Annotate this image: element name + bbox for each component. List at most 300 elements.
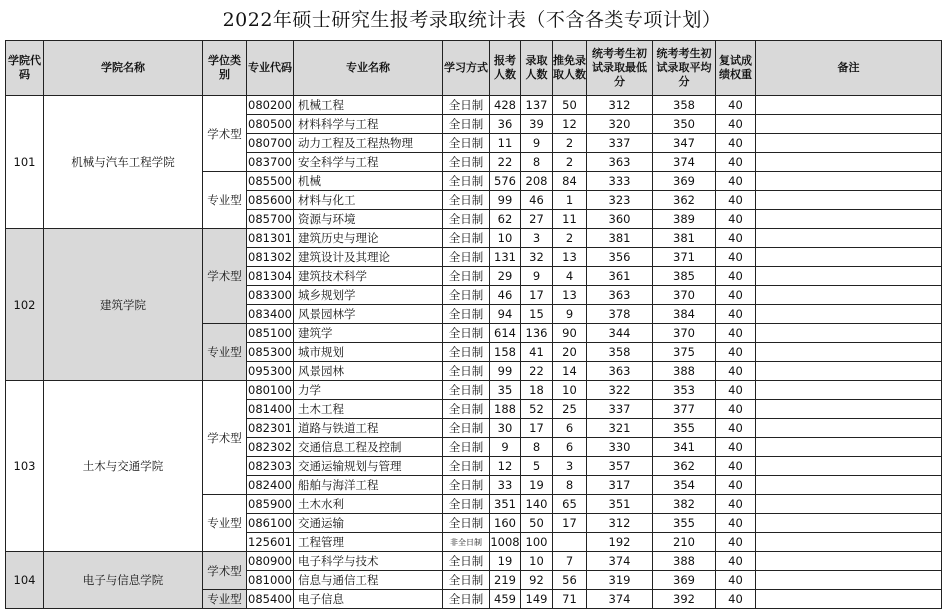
remarks-cell — [756, 172, 942, 191]
study-mode-cell: 全日制 — [443, 514, 490, 533]
admitted-cell: 92 — [521, 571, 553, 590]
min-score-cell: 378 — [587, 305, 653, 324]
min-score-cell: 322 — [587, 381, 653, 400]
study-mode-cell: 全日制 — [443, 457, 490, 476]
major-name-cell: 安全科学与工程 — [294, 153, 443, 172]
remarks-cell — [756, 514, 942, 533]
study-mode-cell: 全日制 — [443, 343, 490, 362]
table-header — [6, 41, 942, 96]
applicants-cell: 35 — [490, 381, 521, 400]
college-name-cell: 建筑学院 — [44, 229, 203, 381]
admitted-cell: 18 — [521, 381, 553, 400]
college-code-cell: 101 — [6, 96, 44, 229]
remarks-cell — [756, 362, 942, 381]
study-mode-cell: 全日制 — [443, 438, 490, 457]
major-code-cell: 085400 — [247, 590, 294, 609]
remarks-cell — [756, 590, 942, 609]
avg-score-cell: 392 — [653, 590, 716, 609]
min-score-cell: 317 — [587, 476, 653, 495]
major-name-cell: 资源与环境 — [294, 210, 443, 229]
exempt-cell: 8 — [553, 476, 587, 495]
table-row — [6, 552, 942, 571]
applicants-cell: 36 — [490, 115, 521, 134]
applicants-cell: 131 — [490, 248, 521, 267]
exempt-cell: 65 — [553, 495, 587, 514]
header-applicants: 报考人数 — [490, 41, 521, 96]
avg-score-cell: 354 — [653, 476, 716, 495]
header-admitted: 录取人数 — [521, 41, 553, 96]
remarks-cell — [756, 96, 942, 115]
applicants-cell: 99 — [490, 362, 521, 381]
header-degree-type: 学位类别 — [203, 41, 247, 96]
major-code-cell: 086100 — [247, 514, 294, 533]
major-name-cell: 电子信息 — [294, 590, 443, 609]
min-score-cell: 320 — [587, 115, 653, 134]
min-score-cell: 351 — [587, 495, 653, 514]
header-study-mode: 学习方式 — [443, 41, 490, 96]
retest-weight-cell: 40 — [716, 457, 756, 476]
college-name-cell: 电子与信息学院 — [44, 552, 203, 609]
remarks-cell — [756, 248, 942, 267]
study-mode-cell: 全日制 — [443, 172, 490, 191]
applicants-cell: 12 — [490, 457, 521, 476]
admitted-cell: 8 — [521, 438, 553, 457]
exempt-cell: 56 — [553, 571, 587, 590]
admitted-cell: 52 — [521, 400, 553, 419]
applicants-cell: 459 — [490, 590, 521, 609]
header-exempt: 推免录取人数 — [553, 41, 587, 96]
major-name-cell: 风景园林学 — [294, 305, 443, 324]
major-code-cell: 085900 — [247, 495, 294, 514]
table-row — [6, 381, 942, 400]
retest-weight-cell: 40 — [716, 476, 756, 495]
admitted-cell: 3 — [521, 229, 553, 248]
applicants-cell: 351 — [490, 495, 521, 514]
admitted-cell: 15 — [521, 305, 553, 324]
major-code-cell: 085600 — [247, 191, 294, 210]
avg-score-cell: 369 — [653, 172, 716, 191]
retest-weight-cell: 40 — [716, 191, 756, 210]
admitted-cell: 8 — [521, 153, 553, 172]
study-mode-cell: 全日制 — [443, 476, 490, 495]
admitted-cell: 22 — [521, 362, 553, 381]
major-code-cell: 081301 — [247, 229, 294, 248]
header-retest-weight: 复试成绩权重 — [716, 41, 756, 96]
study-mode-cell: 全日制 — [443, 552, 490, 571]
major-name-cell: 交通运输 — [294, 514, 443, 533]
min-score-cell: 374 — [587, 552, 653, 571]
major-name-cell: 材料科学与工程 — [294, 115, 443, 134]
exempt-cell: 2 — [553, 153, 587, 172]
admitted-cell: 39 — [521, 115, 553, 134]
retest-weight-cell: 40 — [716, 400, 756, 419]
min-score-cell: 363 — [587, 286, 653, 305]
avg-score-cell: 347 — [653, 134, 716, 153]
exempt-cell: 4 — [553, 267, 587, 286]
study-mode-cell: 全日制 — [443, 419, 490, 438]
major-code-cell: 083700 — [247, 153, 294, 172]
admitted-cell: 41 — [521, 343, 553, 362]
study-mode-cell: 全日制 — [443, 210, 490, 229]
degree-type-cell: 学术型 — [203, 96, 247, 172]
admitted-cell: 100 — [521, 533, 553, 552]
min-score-cell: 192 — [587, 533, 653, 552]
degree-type-cell: 专业型 — [203, 172, 247, 229]
remarks-cell — [756, 305, 942, 324]
avg-score-cell: 362 — [653, 457, 716, 476]
exempt-cell: 9 — [553, 305, 587, 324]
major-name-cell: 建筑技术科学 — [294, 267, 443, 286]
retest-weight-cell: 40 — [716, 305, 756, 324]
college-name-cell: 土木与交通学院 — [44, 381, 203, 552]
admitted-cell: 149 — [521, 590, 553, 609]
applicants-cell: 10 — [490, 229, 521, 248]
college-code-cell: 102 — [6, 229, 44, 381]
applicants-cell: 219 — [490, 571, 521, 590]
min-score-cell: 337 — [587, 134, 653, 153]
avg-score-cell: 370 — [653, 324, 716, 343]
min-score-cell: 374 — [587, 590, 653, 609]
college-name-cell: 机械与汽车工程学院 — [44, 96, 203, 229]
avg-score-cell: 350 — [653, 115, 716, 134]
retest-weight-cell: 40 — [716, 590, 756, 609]
admitted-cell: 19 — [521, 476, 553, 495]
retest-weight-cell: 40 — [716, 438, 756, 457]
min-score-cell: 323 — [587, 191, 653, 210]
applicants-cell: 428 — [490, 96, 521, 115]
major-code-cell: 085700 — [247, 210, 294, 229]
college-code-cell: 103 — [6, 381, 44, 552]
remarks-cell — [756, 324, 942, 343]
study-mode-cell: 全日制 — [443, 153, 490, 172]
major-code-cell: 081302 — [247, 248, 294, 267]
major-code-cell: 085100 — [247, 324, 294, 343]
study-mode-cell: 全日制 — [443, 324, 490, 343]
degree-type-cell: 专业型 — [203, 590, 247, 609]
major-code-cell: 082302 — [247, 438, 294, 457]
major-name-cell: 力学 — [294, 381, 443, 400]
major-name-cell: 土木水利 — [294, 495, 443, 514]
study-mode-cell: 全日制 — [443, 248, 490, 267]
admission-stats-table — [5, 40, 942, 609]
applicants-cell: 22 — [490, 153, 521, 172]
retest-weight-cell: 40 — [716, 172, 756, 191]
applicants-cell: 29 — [490, 267, 521, 286]
exempt-cell: 90 — [553, 324, 587, 343]
major-name-cell: 工程管理 — [294, 533, 443, 552]
avg-score-cell: 388 — [653, 362, 716, 381]
applicants-cell: 94 — [490, 305, 521, 324]
admitted-cell: 9 — [521, 134, 553, 153]
major-name-cell: 机械工程 — [294, 96, 443, 115]
retest-weight-cell: 40 — [716, 533, 756, 552]
admitted-cell: 27 — [521, 210, 553, 229]
exempt-cell: 20 — [553, 343, 587, 362]
major-name-cell: 电子科学与技术 — [294, 552, 443, 571]
header-min-score: 统考考生初试录取最低分 — [587, 41, 653, 96]
degree-type-cell: 学术型 — [203, 381, 247, 495]
exempt-cell: 13 — [553, 286, 587, 305]
study-mode-cell: 全日制 — [443, 134, 490, 153]
exempt-cell: 14 — [553, 362, 587, 381]
major-code-cell: 085500 — [247, 172, 294, 191]
retest-weight-cell: 40 — [716, 381, 756, 400]
remarks-cell — [756, 495, 942, 514]
exempt-cell: 12 — [553, 115, 587, 134]
avg-score-cell: 384 — [653, 305, 716, 324]
min-score-cell: 337 — [587, 400, 653, 419]
remarks-cell — [756, 571, 942, 590]
retest-weight-cell: 40 — [716, 134, 756, 153]
degree-type-cell: 专业型 — [203, 495, 247, 552]
major-name-cell: 信息与通信工程 — [294, 571, 443, 590]
college-code-cell: 104 — [6, 552, 44, 609]
major-code-cell: 083400 — [247, 305, 294, 324]
study-mode-cell: 全日制 — [443, 267, 490, 286]
major-name-cell: 土木工程 — [294, 400, 443, 419]
remarks-cell — [756, 552, 942, 571]
study-mode-cell: 全日制 — [443, 305, 490, 324]
exempt-cell — [553, 533, 587, 552]
major-code-cell: 083300 — [247, 286, 294, 305]
min-score-cell: 357 — [587, 457, 653, 476]
avg-score-cell: 362 — [653, 191, 716, 210]
avg-score-cell: 375 — [653, 343, 716, 362]
applicants-cell: 614 — [490, 324, 521, 343]
retest-weight-cell: 40 — [716, 210, 756, 229]
exempt-cell: 10 — [553, 381, 587, 400]
study-mode-cell: 全日制 — [443, 400, 490, 419]
remarks-cell — [756, 286, 942, 305]
exempt-cell: 17 — [553, 514, 587, 533]
avg-score-cell: 377 — [653, 400, 716, 419]
avg-score-cell: 388 — [653, 552, 716, 571]
table-body — [6, 96, 942, 609]
retest-weight-cell: 40 — [716, 552, 756, 571]
exempt-cell: 84 — [553, 172, 587, 191]
applicants-cell: 46 — [490, 286, 521, 305]
exempt-cell: 50 — [553, 96, 587, 115]
applicants-cell: 188 — [490, 400, 521, 419]
exempt-cell: 6 — [553, 438, 587, 457]
min-score-cell: 330 — [587, 438, 653, 457]
admitted-cell: 140 — [521, 495, 553, 514]
study-mode-cell: 全日制 — [443, 96, 490, 115]
major-code-cell: 081000 — [247, 571, 294, 590]
retest-weight-cell: 40 — [716, 571, 756, 590]
retest-weight-cell: 40 — [716, 495, 756, 514]
min-score-cell: 360 — [587, 210, 653, 229]
remarks-cell — [756, 115, 942, 134]
major-name-cell: 建筑设计及其理论 — [294, 248, 443, 267]
min-score-cell: 312 — [587, 96, 653, 115]
retest-weight-cell: 40 — [716, 286, 756, 305]
retest-weight-cell: 40 — [716, 362, 756, 381]
applicants-cell: 30 — [490, 419, 521, 438]
avg-score-cell: 369 — [653, 571, 716, 590]
min-score-cell: 381 — [587, 229, 653, 248]
major-code-cell: 080200 — [247, 96, 294, 115]
study-mode-cell: 全日制 — [443, 191, 490, 210]
remarks-cell — [756, 153, 942, 172]
degree-type-cell: 学术型 — [203, 552, 247, 590]
admitted-cell: 50 — [521, 514, 553, 533]
admitted-cell: 17 — [521, 419, 553, 438]
header-remarks: 备注 — [756, 41, 942, 96]
applicants-cell: 158 — [490, 343, 521, 362]
retest-weight-cell: 40 — [716, 248, 756, 267]
table-row — [6, 229, 942, 248]
avg-score-cell: 371 — [653, 248, 716, 267]
exempt-cell: 1 — [553, 191, 587, 210]
major-code-cell: 081304 — [247, 267, 294, 286]
study-mode-cell: 全日制 — [443, 229, 490, 248]
study-mode-cell: 全日制 — [443, 286, 490, 305]
major-code-cell: 082303 — [247, 457, 294, 476]
study-mode-cell: 全日制 — [443, 362, 490, 381]
retest-weight-cell: 40 — [716, 324, 756, 343]
applicants-cell: 9 — [490, 438, 521, 457]
remarks-cell — [756, 419, 942, 438]
remarks-cell — [756, 267, 942, 286]
exempt-cell: 11 — [553, 210, 587, 229]
major-code-cell: 080100 — [247, 381, 294, 400]
header-college-code: 学院代码 — [6, 41, 44, 96]
applicants-cell: 11 — [490, 134, 521, 153]
min-score-cell: 319 — [587, 571, 653, 590]
remarks-cell — [756, 533, 942, 552]
avg-score-cell: 370 — [653, 286, 716, 305]
major-name-cell: 动力工程及工程热物理 — [294, 134, 443, 153]
avg-score-cell: 385 — [653, 267, 716, 286]
min-score-cell: 358 — [587, 343, 653, 362]
major-code-cell: 095300 — [247, 362, 294, 381]
study-mode-cell: 全日制 — [443, 590, 490, 609]
admitted-cell: 46 — [521, 191, 553, 210]
admitted-cell: 32 — [521, 248, 553, 267]
degree-type-cell: 专业型 — [203, 324, 247, 381]
exempt-cell: 3 — [553, 457, 587, 476]
major-code-cell: 080500 — [247, 115, 294, 134]
min-score-cell: 333 — [587, 172, 653, 191]
major-name-cell: 城市规划 — [294, 343, 443, 362]
study-mode-cell: 全日制 — [443, 495, 490, 514]
applicants-cell: 160 — [490, 514, 521, 533]
degree-type-cell: 学术型 — [203, 229, 247, 324]
avg-score-cell: 341 — [653, 438, 716, 457]
page-title: 2022年硕士研究生报考录取统计表（不含各类专项计划） — [222, 9, 722, 31]
remarks-cell — [756, 343, 942, 362]
major-code-cell: 082400 — [247, 476, 294, 495]
study-mode-cell: 全日制 — [443, 571, 490, 590]
major-code-cell: 080700 — [247, 134, 294, 153]
remarks-cell — [756, 438, 942, 457]
exempt-cell: 6 — [553, 419, 587, 438]
major-code-cell: 125601 — [247, 533, 294, 552]
exempt-cell: 13 — [553, 248, 587, 267]
exempt-cell: 7 — [553, 552, 587, 571]
remarks-cell — [756, 457, 942, 476]
admitted-cell: 10 — [521, 552, 553, 571]
min-score-cell: 363 — [587, 153, 653, 172]
applicants-cell: 576 — [490, 172, 521, 191]
applicants-cell: 1008 — [490, 533, 521, 552]
remarks-cell — [756, 134, 942, 153]
remarks-cell — [756, 210, 942, 229]
major-name-cell: 道路与铁道工程 — [294, 419, 443, 438]
avg-score-cell: 374 — [653, 153, 716, 172]
avg-score-cell: 353 — [653, 381, 716, 400]
major-name-cell: 机械 — [294, 172, 443, 191]
avg-score-cell: 210 — [653, 533, 716, 552]
min-score-cell: 356 — [587, 248, 653, 267]
remarks-cell — [756, 400, 942, 419]
retest-weight-cell: 40 — [716, 96, 756, 115]
retest-weight-cell: 40 — [716, 229, 756, 248]
applicants-cell: 33 — [490, 476, 521, 495]
study-mode-cell: 非全日制 — [443, 533, 490, 552]
retest-weight-cell: 40 — [716, 419, 756, 438]
avg-score-cell: 381 — [653, 229, 716, 248]
study-mode-cell: 全日制 — [443, 381, 490, 400]
exempt-cell: 71 — [553, 590, 587, 609]
major-code-cell: 082301 — [247, 419, 294, 438]
exempt-cell: 2 — [553, 134, 587, 153]
major-name-cell: 交通运输规划与管理 — [294, 457, 443, 476]
major-code-cell: 080900 — [247, 552, 294, 571]
major-name-cell: 交通信息工程及控制 — [294, 438, 443, 457]
study-mode-cell: 全日制 — [443, 115, 490, 134]
admitted-cell: 9 — [521, 267, 553, 286]
major-name-cell: 材料与化工 — [294, 191, 443, 210]
remarks-cell — [756, 191, 942, 210]
header-major-name: 专业名称 — [294, 41, 443, 96]
admitted-cell: 137 — [521, 96, 553, 115]
applicants-cell: 19 — [490, 552, 521, 571]
exempt-cell: 25 — [553, 400, 587, 419]
major-name-cell: 风景园林 — [294, 362, 443, 381]
table-row — [6, 96, 942, 115]
applicants-cell: 99 — [490, 191, 521, 210]
avg-score-cell: 358 — [653, 96, 716, 115]
applicants-cell: 62 — [490, 210, 521, 229]
admitted-cell: 208 — [521, 172, 553, 191]
major-code-cell: 081400 — [247, 400, 294, 419]
retest-weight-cell: 40 — [716, 267, 756, 286]
header-college-name: 学院名称 — [44, 41, 203, 96]
min-score-cell: 321 — [587, 419, 653, 438]
retest-weight-cell: 40 — [716, 343, 756, 362]
admitted-cell: 136 — [521, 324, 553, 343]
major-code-cell: 085300 — [247, 343, 294, 362]
major-name-cell: 建筑历史与理论 — [294, 229, 443, 248]
min-score-cell: 361 — [587, 267, 653, 286]
major-name-cell: 船舶与海洋工程 — [294, 476, 443, 495]
avg-score-cell: 389 — [653, 210, 716, 229]
retest-weight-cell: 40 — [716, 153, 756, 172]
major-name-cell: 建筑学 — [294, 324, 443, 343]
remarks-cell — [756, 381, 942, 400]
admitted-cell: 17 — [521, 286, 553, 305]
exempt-cell: 2 — [553, 229, 587, 248]
avg-score-cell: 382 — [653, 495, 716, 514]
admitted-cell: 5 — [521, 457, 553, 476]
min-score-cell: 363 — [587, 362, 653, 381]
min-score-cell: 344 — [587, 324, 653, 343]
header-avg-score: 统考考生初试录取平均分 — [653, 41, 716, 96]
avg-score-cell: 355 — [653, 514, 716, 533]
retest-weight-cell: 40 — [716, 115, 756, 134]
